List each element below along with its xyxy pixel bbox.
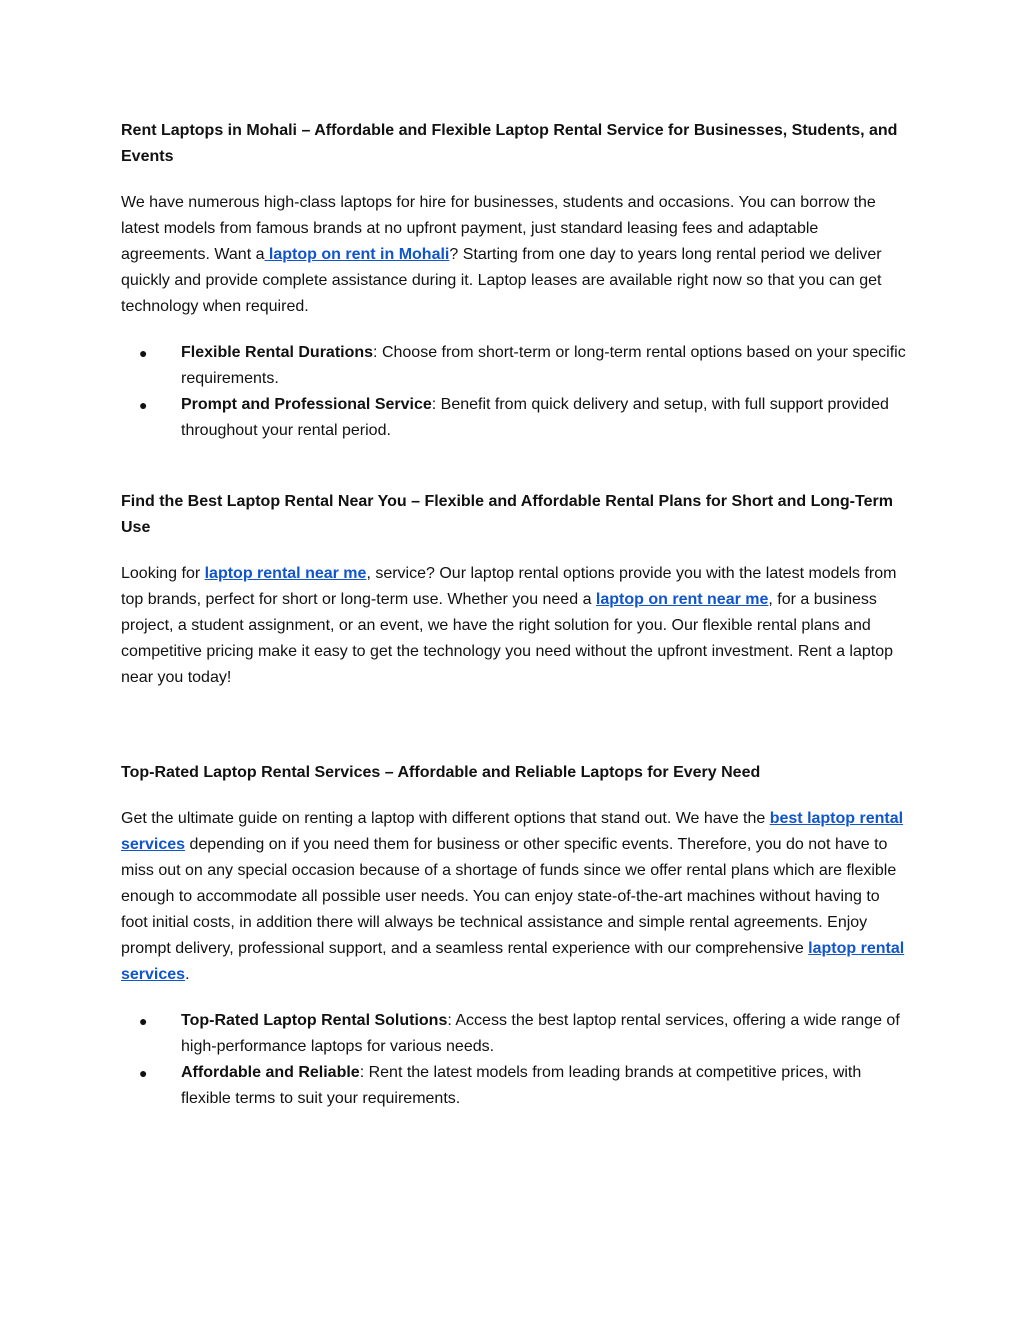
bullet-icon: ●: [139, 345, 148, 361]
bullet-icon: ●: [139, 1065, 148, 1081]
paragraph-text: depending on if you need them for business or other specific events. Therefore, you do not have to miss out on any special occasion because of a shortage of funds since we offer rental plans which are flexible enough to accommodate all possible user needs. You can enjoy state-of-the-art machines without having to foot initial costs, in addition there will always be technical assistance and simple rental agreements. Enjoy prompt delivery, professional support, and a seamless rental experience with our comprehensive: [121, 836, 897, 957]
link-laptop-rental-near-me[interactable]: laptop rental near me: [204, 565, 367, 582]
section-heading-best-laptop-rental-near-you: Find the Best Laptop Rental Near You – Flexible and Affordable Rental Plans for Short and Long-Term Use: [121, 493, 893, 536]
paragraph-text: Looking for: [121, 565, 205, 582]
paragraph-text: Get the ultimate guide on renting a laptop with different options that stand out. We have the: [121, 810, 770, 827]
link-laptop-rental-services[interactable]: laptop rental services: [121, 940, 905, 983]
section-heading-rent-laptops-mohali: Rent Laptops in Mohali – Affordable and Flexible Laptop Rental Service for Businesses, Students, and Events: [121, 122, 898, 165]
link-best-laptop-rental-services[interactable]: best laptop rental services: [121, 810, 904, 853]
paragraph-text: .: [185, 966, 190, 983]
bullet-icon: ●: [139, 397, 148, 413]
paragraph-text: We have numerous high-class laptops for hire for businesses, students and occasions. You can borrow the latest models from famous brands at no upfront payment, just standard leasing fees and adaptable agreements. Want a: [121, 194, 876, 263]
section-heading-top-rated-services: Top-Rated Laptop Rental Services – Affordable and Reliable Laptops for Every Need: [121, 764, 761, 781]
paragraph-text: , for a business project, a student assignment, or an event, we have the right solution for you. Our flexible rental plans and competitive pricing make it easy to get the technology you need without the upfront investment. Rent a laptop near you today!: [121, 591, 894, 686]
bullet-text: : Access the best laptop rental services, offering a wide range of high-performance laptops for various needs.: [181, 1012, 900, 1055]
document-body: [121, 118, 907, 1112]
section-paragraph-near-you: [121, 561, 907, 691]
bullet-text: : Rent the latest models from leading brands at competitive prices, with flexible terms to suit your requirements.: [181, 1064, 862, 1107]
paragraph-text: ? Starting from one day to years long rental period we deliver quickly and provide complete assistance during it. Laptop leases are available right now so that you can get technology when required.: [121, 246, 882, 315]
bullet-text: : Benefit from quick delivery and setup, with full support provided throughout your rental period.: [181, 396, 889, 439]
bullet-list-top-rated-features: [121, 1008, 907, 1112]
section-paragraph-top-rated: [121, 806, 907, 988]
bullet-title: Top-Rated Laptop Rental Solutions: [181, 1012, 448, 1029]
bullet-title: Flexible Rental Durations: [181, 344, 374, 361]
list-item: [121, 392, 907, 444]
link-laptop-on-rent-in-mohali[interactable]: laptop on rent in Mohali: [264, 246, 450, 263]
list-item: [121, 1060, 907, 1112]
bullet-icon: ●: [139, 1013, 148, 1029]
list-item: [121, 1008, 907, 1060]
bullet-title: Prompt and Professional Service: [181, 396, 432, 413]
list-item: [121, 340, 907, 392]
bullet-list-rental-features: [121, 340, 907, 444]
bullet-text: : Choose from short-term or long-term rental options based on your specific requirements.: [181, 344, 906, 387]
link-laptop-on-rent-near-me[interactable]: laptop on rent near me: [595, 591, 769, 608]
paragraph-text: , service? Our laptop rental options provide you with the latest models from top brands, perfect for short or long-term use. Whether you need a: [121, 565, 897, 608]
bullet-title: Affordable and Reliable: [181, 1064, 360, 1081]
section-paragraph-rent-mohali: [121, 190, 907, 320]
